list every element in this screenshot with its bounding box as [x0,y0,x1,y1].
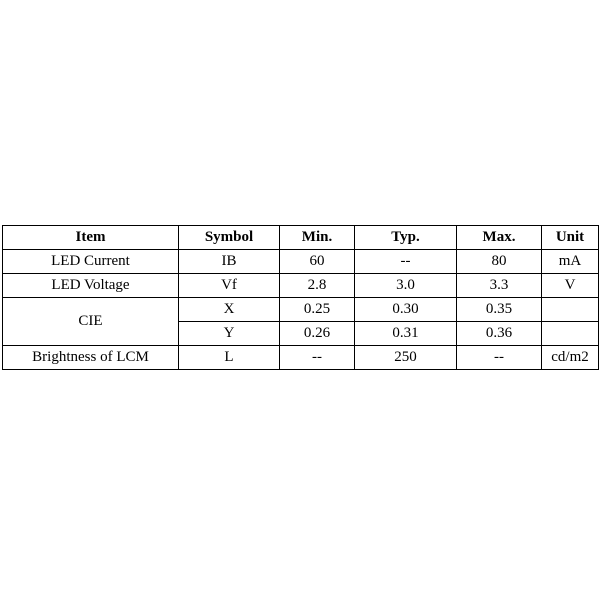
table-header-row [3,226,599,250]
cell-item: CIE [3,298,179,346]
cell-min: 0.25 [280,298,355,322]
cell-max: 80 [457,250,542,274]
cell-typ: -- [355,250,457,274]
table-row-led-voltage [3,274,599,298]
table-row-cie-x [3,298,599,322]
cell-unit [542,298,599,322]
cell-item: LED Voltage [3,274,179,298]
cell-unit [542,322,599,346]
cell-min: -- [280,346,355,370]
header-symbol: Symbol [179,226,280,250]
header-unit: Unit [542,226,599,250]
cell-typ: 0.30 [355,298,457,322]
cell-max: 3.3 [457,274,542,298]
table-row-led-current [3,250,599,274]
header-item: Item [3,226,179,250]
cell-max: 0.35 [457,298,542,322]
header-max: Max. [457,226,542,250]
cell-typ: 3.0 [355,274,457,298]
cell-typ: 250 [355,346,457,370]
cell-min: 2.8 [280,274,355,298]
cell-unit: V [542,274,599,298]
cell-item: Brightness of LCM [3,346,179,370]
cell-min: 60 [280,250,355,274]
cell-unit: cd/m2 [542,346,599,370]
header-min: Min. [280,226,355,250]
cell-symbol: Y [179,322,280,346]
cell-symbol: X [179,298,280,322]
cell-min: 0.26 [280,322,355,346]
cell-max: 0.36 [457,322,542,346]
cell-symbol: Vf [179,274,280,298]
cell-unit: mA [542,250,599,274]
cell-symbol: IB [179,250,280,274]
cell-max: -- [457,346,542,370]
cell-typ: 0.31 [355,322,457,346]
specification-table [2,225,599,370]
cell-item: LED Current [3,250,179,274]
header-typ: Typ. [355,226,457,250]
cell-symbol: L [179,346,280,370]
table-row-brightness [3,346,599,370]
